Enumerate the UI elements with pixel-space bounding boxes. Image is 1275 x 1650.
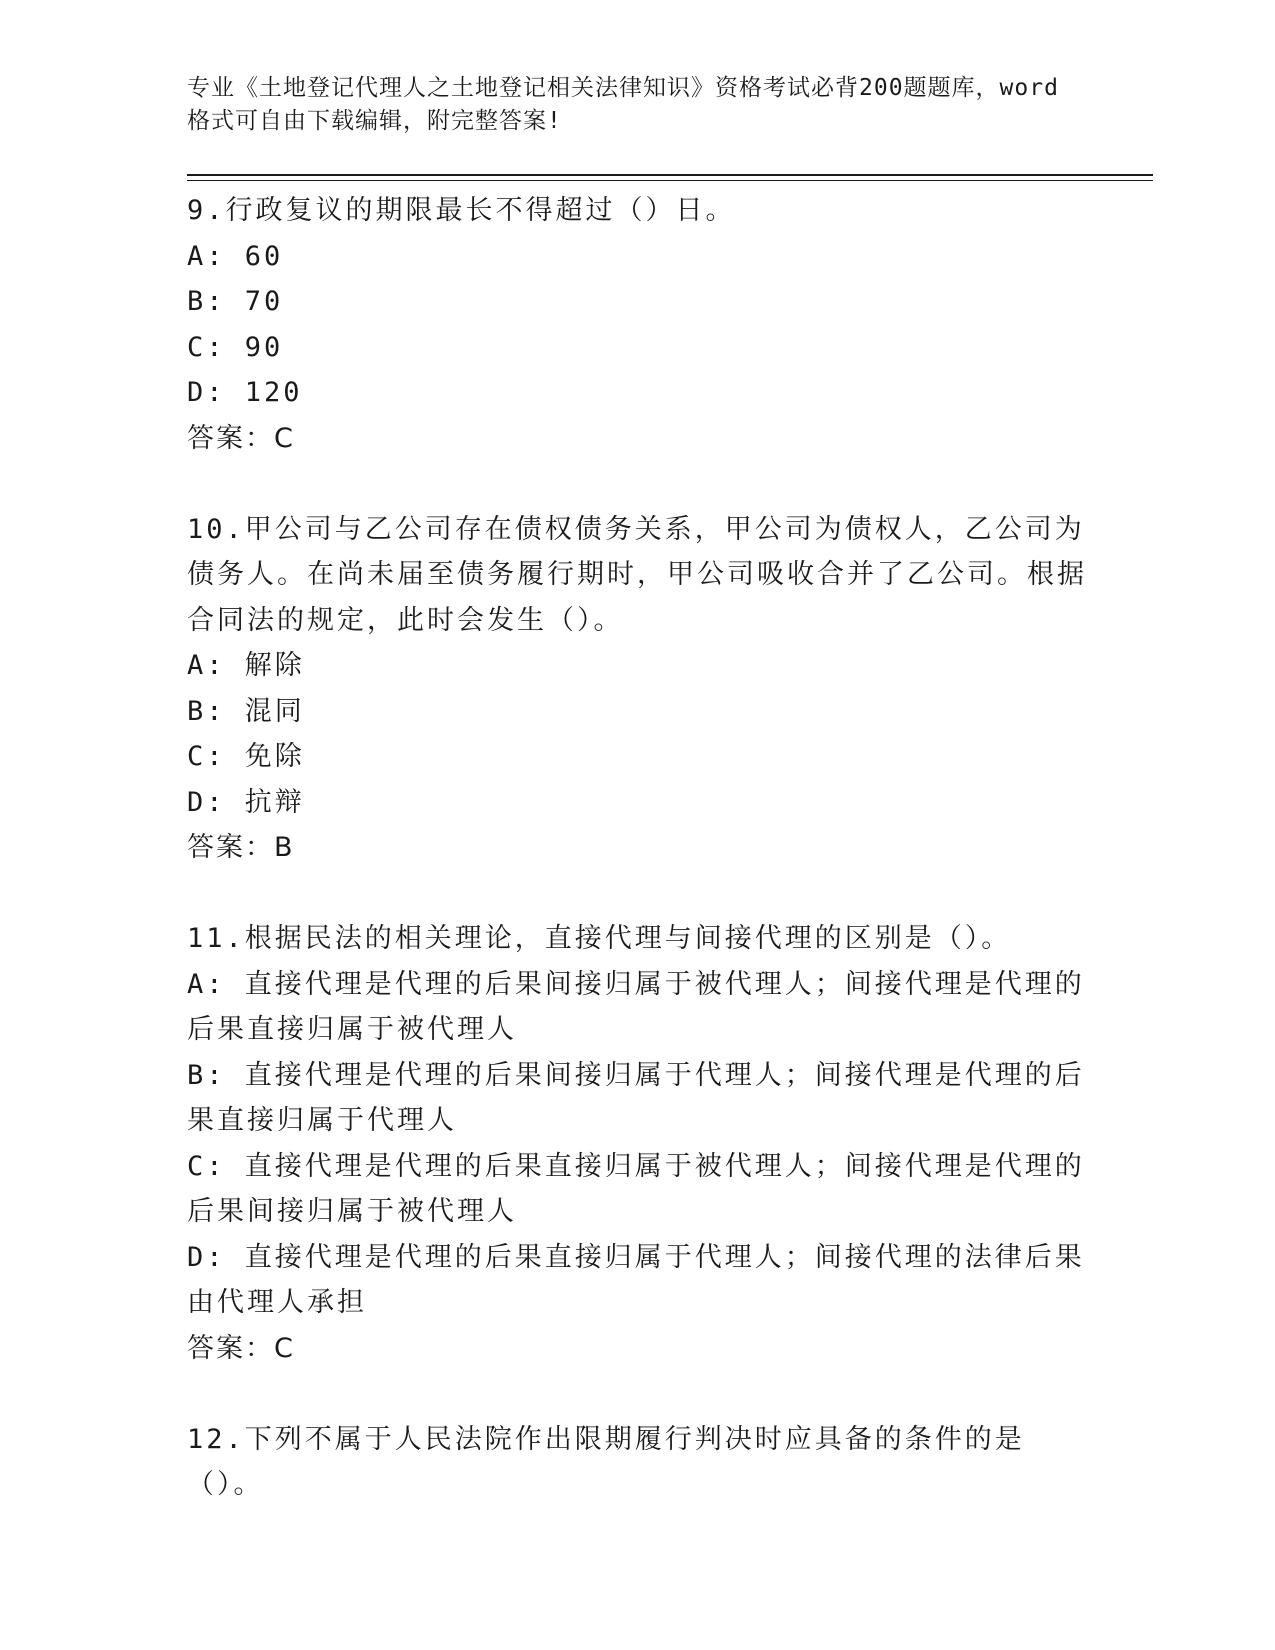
question-12 — [187, 1417, 1087, 1508]
option-d: D: 120 — [187, 377, 303, 408]
question-11 — [187, 916, 1087, 1371]
answer-label: 答案：B — [187, 832, 295, 863]
question-stem: 10.甲公司与乙公司存在债权债务关系，甲公司为债权人，乙公司为债务人。在尚未届至债务履行期时，甲公司吸收合并了乙公司。根据合同法的规定，此时会发生（）。 — [187, 513, 1087, 636]
option-c: C: 90 — [187, 331, 284, 363]
option-d: D: 抗辩 — [187, 786, 305, 818]
answer-label: 答案：C — [187, 422, 295, 454]
question-9 — [187, 188, 1087, 461]
question-stem: 9.行政复议的期限最长不得超过（）日。 — [187, 195, 736, 226]
option-b: B: 混同 — [187, 695, 305, 727]
option-c: C: 直接代理是代理的后果直接归属于被代理人；间接代理是代理的后果间接归属于被代理人 — [187, 1150, 1085, 1227]
option-a: A: 直接代理是代理的后果间接归属于被代理人；间接代理是代理的后果直接归属于被代理人 — [187, 968, 1085, 1045]
option-a: A: 解除 — [187, 650, 305, 681]
question-stem: 12.下列不属于人民法院作出限期履行判决时应具备的条件的是（）。 — [187, 1423, 1025, 1500]
header-divider-thick — [187, 174, 1153, 176]
question-stem: 11.根据民法的相关理论，直接代理与间接代理的区别是（）。 — [187, 923, 1012, 954]
option-b: B: 70 — [187, 286, 284, 317]
answer-label: 答案：C — [187, 1332, 295, 1364]
header-title-line-1: 专业《土地登记代理人之土地登记相关法律知识》资格考试必背200题题库，word — [187, 75, 1059, 101]
option-a: A: 60 — [187, 240, 284, 272]
option-d: D: 直接代理是代理的后果直接归属于代理人；间接代理的法律后果由代理人承担 — [187, 1241, 1085, 1318]
header-divider-thin — [187, 180, 1153, 181]
option-b: B: 直接代理是代理的后果间接归属于代理人；间接代理是代理的后果直接归属于代理人 — [187, 1059, 1085, 1136]
question-10 — [187, 507, 1087, 871]
option-c: C: 免除 — [187, 741, 305, 772]
question-list — [187, 188, 1087, 1508]
header-title-line-2: 格式可自由下载编辑，附完整答案! — [187, 108, 562, 134]
document-header — [187, 72, 1087, 138]
